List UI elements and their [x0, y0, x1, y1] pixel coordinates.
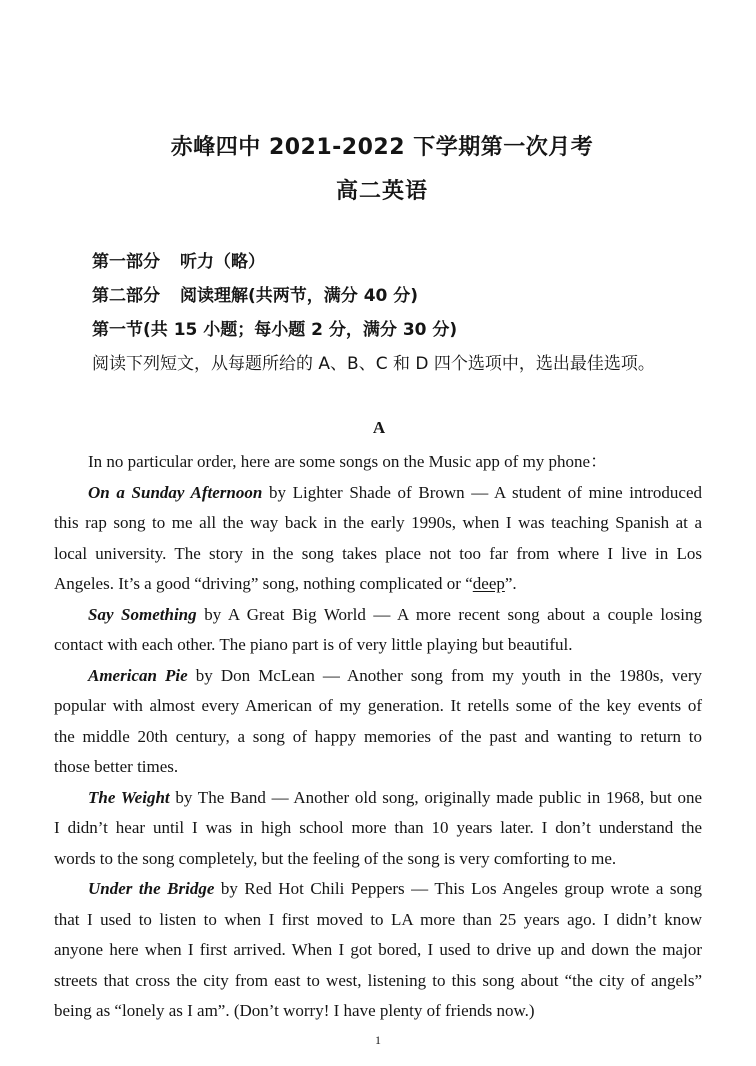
- song-first-line: [54, 874, 702, 905]
- song-lead: by Red Hot Chili Peppers — This Los Angeles group wrote a song: [220, 879, 702, 898]
- song-first-line: [54, 478, 702, 509]
- passage-line: being as “lonely as I am”. (Don’t worry! I have plenty of friends now.): [54, 1001, 535, 1020]
- part-two-heading: [92, 279, 712, 313]
- part-one-label: 第一部分: [92, 252, 160, 272]
- passage-line: [54, 569, 702, 600]
- section-one-heading: 第一节(共 15 小题；每小题 2 分，满分 30 分): [92, 320, 458, 340]
- passage-line: contact with each other. The piano part is of very little playing but beautiful.: [54, 635, 573, 654]
- passage-line: those better times.: [54, 757, 179, 776]
- line-text: Angeles. It’s a good “driving” song, nothing complicated or “: [54, 574, 473, 593]
- passage-line: words to the song completely, but the feeling of the song is very comforting to me.: [54, 848, 617, 868]
- passage-line: I didn’t hear until I was in high school more than 10 years later. I don’t understand the: [54, 818, 702, 837]
- part-two-text: 阅读理解(共两节，满分 40 分): [180, 286, 419, 306]
- song-title: On a Sunday Afternoon: [88, 482, 263, 502]
- underlined-word: deep: [472, 574, 505, 593]
- passage-line: popular with almost every American of my generation. It retells some of the key events of: [54, 696, 702, 715]
- song-lead: by Lighter Shade of Brown — A student of mine introduced: [268, 482, 702, 502]
- passage-intro: In no particular order, here are some songs on the Music app of my phone：: [88, 452, 608, 471]
- song-first-line: [54, 661, 702, 692]
- exam-subtitle: 高二英语: [335, 179, 428, 204]
- song-title: Under the Bridge: [88, 879, 215, 898]
- part-two-label: 第二部分: [92, 286, 160, 306]
- passage-line: streets that cross the city from east to west, listening to this song about “the city of angels”: [54, 970, 702, 990]
- passage-line: local university. The story in the song takes place not too far from where I live in Los: [54, 543, 702, 563]
- passage-line: anyone here when I first arrived. When I got bored, I used to drive up and down the major: [54, 940, 702, 959]
- song-lead: by A Great Big World — A more recent song about a couple losing: [204, 604, 702, 624]
- passage-line: that I used to listen to when I first moved to LA more than 25 years ago. I didn’t know: [54, 909, 702, 929]
- exam-title: 赤峰四中 2021-2022 下学期第一次月考: [170, 135, 594, 160]
- song-lead: by The Band — Another old song, originally made public in 1968, but one: [175, 787, 703, 807]
- song-title: Say Something: [88, 604, 197, 624]
- passage-letter: A: [372, 418, 386, 437]
- passage-line: the middle 20th century, a song of happy memories of the past and wanting to return to: [54, 726, 702, 746]
- song-first-line: [54, 783, 702, 814]
- line-text: ”.: [504, 574, 517, 593]
- passage-body: [54, 447, 702, 1027]
- song-lead: by Don McLean — Another song from my youth in the 1980s, very: [195, 665, 703, 685]
- part-one-heading: [92, 245, 712, 279]
- song-title: The Weight: [88, 787, 170, 807]
- song-first-line: [54, 600, 702, 631]
- page-number: 1: [375, 1033, 381, 1047]
- exam-sections: [92, 245, 712, 381]
- passage-line: this rap song to me all the way back in the early 1990s, when I was teaching Spanish at a: [54, 513, 702, 532]
- reading-instruction: 阅读下列短文，从每题所给的 A、B、C 和 D 四个选项中，选出最佳选项。: [92, 354, 655, 374]
- song-title: American Pie: [88, 665, 188, 685]
- part-one-text: 听力（略）: [180, 252, 265, 272]
